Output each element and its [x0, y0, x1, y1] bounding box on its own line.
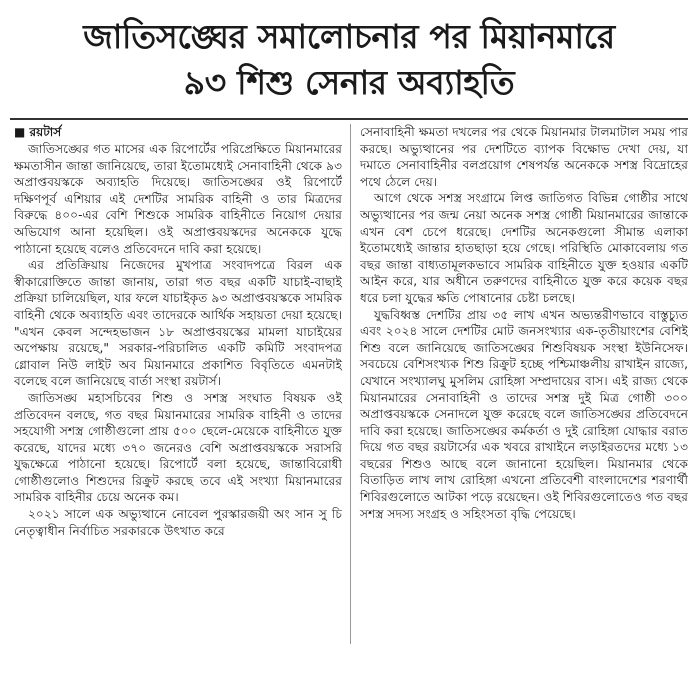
paragraph: সেনাবাহিনী ক্ষমতা দখলের পর থেকে মিয়ানমার টালমাটাল সময় পার করছে। অভ্যুত্থানের পর দেশটিতে ব্যাপক বিক্ষোভ দেখা দেয়, যা দমাতে সেনাবাহিনীর বলপ্রয়োগ শেষপর্যন্ত অনেককে সশস্ত্র বিদ্রোহের পথে ঠেলে দেয়।	[360, 125, 688, 189]
headline-divider	[10, 118, 688, 120]
paragraph: ২০২১ সালে এক অভ্যুত্থানে নোবেল পুরস্কারজয়ী অং সান সু চি নেতৃত্বাধীন নির্বাচিত সরকারকে উৎখাত করে	[14, 507, 342, 538]
paragraph: জাতিসঙ্ঘ মহাসচিবের শিশু ও সশস্ত্র সংঘাত বিষয়ক ওই প্রতিবেদন বলছে, গত বছর মিয়ানমারের সামরিক বাহিনী ও তাদের সহযোগী সশস্ত্র গোষ্ঠীগুলো প্রায় ৫০০ ছেলে-মেয়েকে বাহিনীতে যুক্ত করেছে, যাদের মধ্যে ৩৭০ জনেরও বেশি অপ্রাপ্তবয়স্ককে সরাসরি যুদ্ধক্ষেত্রে পাঠানো হয়েছে। রিপোর্টে বলা হয়েছে, জান্তাবিরোধী গোষ্ঠীগুলোও শিশুদের রিক্রুট করছে তবে এই সংখ্যা মিয়ানমারের সামরিক বাহিনীর চেয়ে অনেক কম।	[14, 390, 342, 505]
headline-line-1: জাতিসঙ্ঘের সমালোচনার পর মিয়ানমারে	[83, 17, 615, 56]
byline-source: রয়টার্স	[29, 125, 62, 139]
article-body	[14, 124, 688, 644]
right-column	[351, 124, 688, 644]
byline	[14, 124, 342, 141]
paragraph: যুদ্ধবিধ্বস্ত দেশটির প্রায় ৩৫ লাখ এখন অভ্যন্তরীণভাবে বাস্তুচ্যুত এবং ২০২৪ সালে দেশটির মোট জনসংখ্যার এক-তৃতীয়াংশের বেশিই শিশু বলে জানিয়েছে জাতিসঙ্ঘের শিশুবিষয়ক সংস্থা ইউনিসেফ। সবচেয়ে বেশিসংখ্যক শিশু রিক্রুট হচ্ছে পশ্চিমাঞ্চলীয় রাখাইন রাজ্যে, যেখানে সংখ্যালঘু মুসলিম রোহিঙ্গা সম্প্রদায়ের বাস। এই রাজ্য থেকে মিয়ানমারের সেনাবাহিনী ও তাদের সশস্ত্র দুই মিত্র গোষ্ঠী ৩০০ অপ্রাপ্তবয়স্ককে সেনাদলে যুক্ত করেছে বলে জাতিসঙ্ঘের প্রতিবেদনে দাবি করা হয়েছে। জাতিসঙ্ঘের কর্মকর্তা ও দুই রোহিঙ্গা যোদ্ধার বরাত দিয়ে গত বছর রয়টার্সের এক খবরে রাখাইনে লড়াইরতদের মধ্যে ১৩ বছরের শিশুও আছে বলে জানানো হয়েছিল। মিয়ানমার থেকে বিতাড়িত লাখ লাখ রোহিঙ্গা এখনো প্রতিবেশী বাংলাদেশের শরণার্থী শিবিরগুলোতে আটকা পড়ে রয়েছেন। ওই শিবিরগুলোতেও গত বছর সশস্ত্র সদস্য সংগ্রহ ও সহিংসতা বৃদ্ধি পেয়েছে।	[360, 307, 688, 521]
left-column	[14, 124, 351, 644]
headline-line-2: ৯৩ শিশু সেনার অব্যাহতি	[183, 63, 515, 102]
paragraph: এর প্রতিক্রিয়ায় নিজেদের মুখপাত্র সংবাদপত্রে বিরল এক স্বীকারোক্তিতে জান্তা জানায়, তারা গত বছর একটি যাচাই-বাছাই প্রক্রিয়া চালিয়েছিল, যার ফলে যাচাইকৃত ৯৩ অপ্রাপ্তবয়স্ককে সামরিক বাহিনী থেকে অব্যাহতি এবং তাদেরকে আর্থিক সহায়তা দেয়া হয়েছে। "এখন কেবল সন্দেহভাজন ১৮ অপ্রাপ্তবয়স্কের মামলা যাচাইয়ের অপেক্ষায় রয়েছে," সরকার-পরিচালিত একটি কমিটি সংবাদপত্র গ্লোবাল নিউ লাইট অব মিয়ানমারে প্রকাশিত বিবৃতিতে এমনটাই বলেছে বলে জানিয়েছে বার্তা সংস্থা রয়টার্স।	[14, 258, 342, 389]
byline-marker: ■	[14, 125, 26, 139]
headline	[0, 0, 698, 106]
paragraph: জাতিসঙ্ঘের গত মাসের এক রিপোর্টের পরিপ্রেক্ষিতে মিয়ানমারের ক্ষমতাসীন জান্তা জানিয়েছে, তারা ইতোমধ্যেই সেনাবাহিনী থেকে ৯৩ অপ্রাপ্তবয়স্ককে অব্যাহতি দিয়েছে। জাতিসঙ্ঘের ওই রিপোর্টে দক্ষিণপূর্ব এশিয়ার এই দেশটির সামরিক বাহিনী ও তার মিত্রদের বিরুদ্ধে ৪০০-এর বেশি শিশুকে সামরিক বাহিনীতে নিয়োগ দেয়ার অভিযোগ আনা হয়েছিল। ওই অপ্রাপ্তবয়স্কদের অনেককে যুদ্ধে পাঠানো হয়েছে বলেও প্রতিবেদনে দাবি করা হয়েছে।	[14, 142, 342, 256]
paragraph: আগে থেকে সশস্ত্র সংগ্রামে লিপ্ত জাতিগত বিভিন্ন গোষ্ঠীর সাথে অভ্যুত্থানের পর জন্ম নেয়া অনেক সশস্ত্র গোষ্ঠী মিয়ানমারের জান্তাকে এখন বেশ চেপে ধরেছে। দেশটির অনেকগুলো সীমান্ত এলাকা ইতোমধ্যেই জান্তার হাতছাড়া হয়ে গেছে। পরিস্থিতি মোকাবেলায় গত বছর জান্তা বাধ্যতামূলকভাবে সামরিক বাহিনীতে যুক্ত হওয়ার একটি আইন করে, যার অধীনে তরুণদের বাহিনীতে যুক্ত করে কয়েক বছর ধরে চলা যুদ্ধের ক্ষতি পোষানোর চেষ্টা চলছে।	[360, 191, 688, 305]
